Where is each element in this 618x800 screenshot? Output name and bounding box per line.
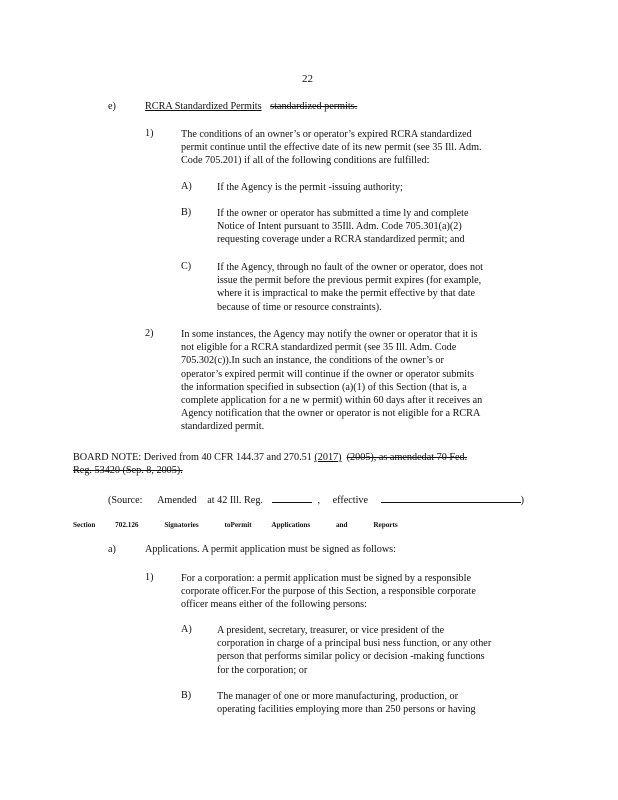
text-line: Agency notification that the owner or operator is not eligible for a RCRA: [181, 408, 481, 420]
section-title-word: Reports: [373, 521, 398, 529]
item-label: A): [181, 624, 192, 635]
section-title-word: toPermit: [224, 521, 252, 529]
text-line: Code 705.201) if all of the following conditions are fulfilled:: [181, 155, 430, 167]
text-line: A president, secretary, treasurer, or vice president of the: [217, 625, 445, 636]
board-note-line: [73, 464, 467, 477]
text-line: If the owner or operator has submitted a time ly and complete: [217, 208, 469, 219]
text-line: because of time or resource constraints).: [217, 301, 382, 313]
paragraph: [217, 624, 491, 677]
text-line: complete application for a ne w permit) within 60 days after it receives an: [181, 395, 483, 407]
text-line: corporation in charge of a principal busi ness function, or any other: [217, 638, 492, 650]
item-label: B): [181, 690, 192, 701]
subsection-label: e): [108, 101, 116, 112]
paragraph: Applications. A permit application must be signed as follows:: [145, 544, 396, 555]
text-line: The conditions of an owner’s or operator’s expired RCRA standardized: [181, 129, 472, 140]
text-line: person that performs similar policy or decision -making functions: [217, 651, 485, 663]
item-label: 1): [145, 128, 154, 139]
item-label: a): [108, 544, 116, 555]
board-note-text: BOARD NOTE: Derived from 40 CFR 144.37 and 270.51: [73, 452, 315, 463]
paragraph: [217, 181, 403, 194]
paragraph: [217, 690, 476, 716]
board-note: [73, 451, 467, 477]
text-line: The manager of one or more manufacturing, production, or: [217, 691, 459, 702]
paragraph: [181, 128, 482, 168]
text-line: operating facilities employing more than 250 persons or having: [217, 704, 476, 716]
text-line: For a corporation: a permit application must be signed by a responsible: [181, 573, 471, 584]
title-inserted: RCRA Standardized Permits: [145, 101, 262, 112]
text-line: standardized permit.: [181, 421, 265, 433]
text-line: requesting coverage under a RCRA standardized permit; and: [217, 234, 465, 246]
source-note: [108, 492, 524, 506]
source-open: (Source:: [108, 495, 143, 506]
text-line: operator’s expired permit will continue if the owner or operator submits: [181, 368, 474, 380]
board-note-inserted-year: (2017): [314, 452, 342, 463]
reg-blank: [272, 492, 312, 503]
section-title-word: and: [335, 521, 348, 529]
item-label: B): [181, 207, 192, 218]
item-label: A): [181, 181, 192, 192]
source-effective: effective: [332, 495, 369, 506]
section-number: 702.126: [115, 521, 139, 529]
source-comma: ,: [317, 495, 321, 506]
source-close: ): [520, 495, 525, 506]
subsection-title: [145, 101, 357, 112]
page-number: 22: [302, 73, 313, 85]
text-line: corporate officer.For the purpose of this Section, a responsible corporate: [181, 586, 476, 598]
text-line: officer means either of the following persons:: [181, 599, 367, 611]
section-title-word: Signatories: [164, 521, 199, 529]
board-note-line: [73, 451, 467, 464]
text-line: not eligible for a RCRA standardized permit (see 35 Ill. Adm. Code: [181, 342, 457, 354]
text-line: If the Agency is the permit -issuing authority;: [217, 182, 403, 193]
item-label: 1): [145, 572, 154, 583]
item-label: C): [181, 261, 192, 272]
section-title-word: Applications: [271, 521, 311, 529]
paragraph: [217, 261, 483, 314]
title-deleted: standardized permits.: [270, 101, 358, 112]
paragraph: [217, 207, 469, 247]
board-note-deleted: (2005), as amendedat 70 Fed.: [346, 452, 468, 463]
text-line: Notice of Intent pursuant to 35Ill. Adm. Code 705.301(a)(2): [217, 221, 462, 233]
text-line: If the Agency, through no fault of the owner or operator, does not: [217, 262, 483, 273]
board-note-deleted: Reg. 53420 (Sep. 8, 2005).: [73, 465, 183, 477]
text-line: for the corporation; or: [217, 664, 308, 676]
source-amended: Amended: [157, 495, 197, 506]
paragraph: [181, 572, 476, 612]
text-line: issue the permit before the previous permit expires (for example,: [217, 275, 482, 287]
effective-blank: [381, 492, 521, 503]
text-line: permit continue until the effective date of its new permit (see 35 Ill. Adm.: [181, 142, 482, 154]
item-label: 2): [145, 328, 154, 339]
section-word: Section: [73, 521, 96, 529]
paragraph: [181, 328, 482, 434]
source-reg: at 42 Ill. Reg.: [207, 495, 263, 506]
text-line: the information specified in subsection (a)(1) of this Section (that is, a: [181, 381, 467, 393]
text-line: 705.302(c)).In such an instance, the conditions of the owner’s or: [181, 355, 444, 367]
section-heading: [73, 521, 398, 529]
text-line: where it is impractical to make the permit effective by that date: [217, 288, 476, 300]
text-line: In some instances, the Agency may notify the owner or operator that it is: [181, 329, 478, 340]
